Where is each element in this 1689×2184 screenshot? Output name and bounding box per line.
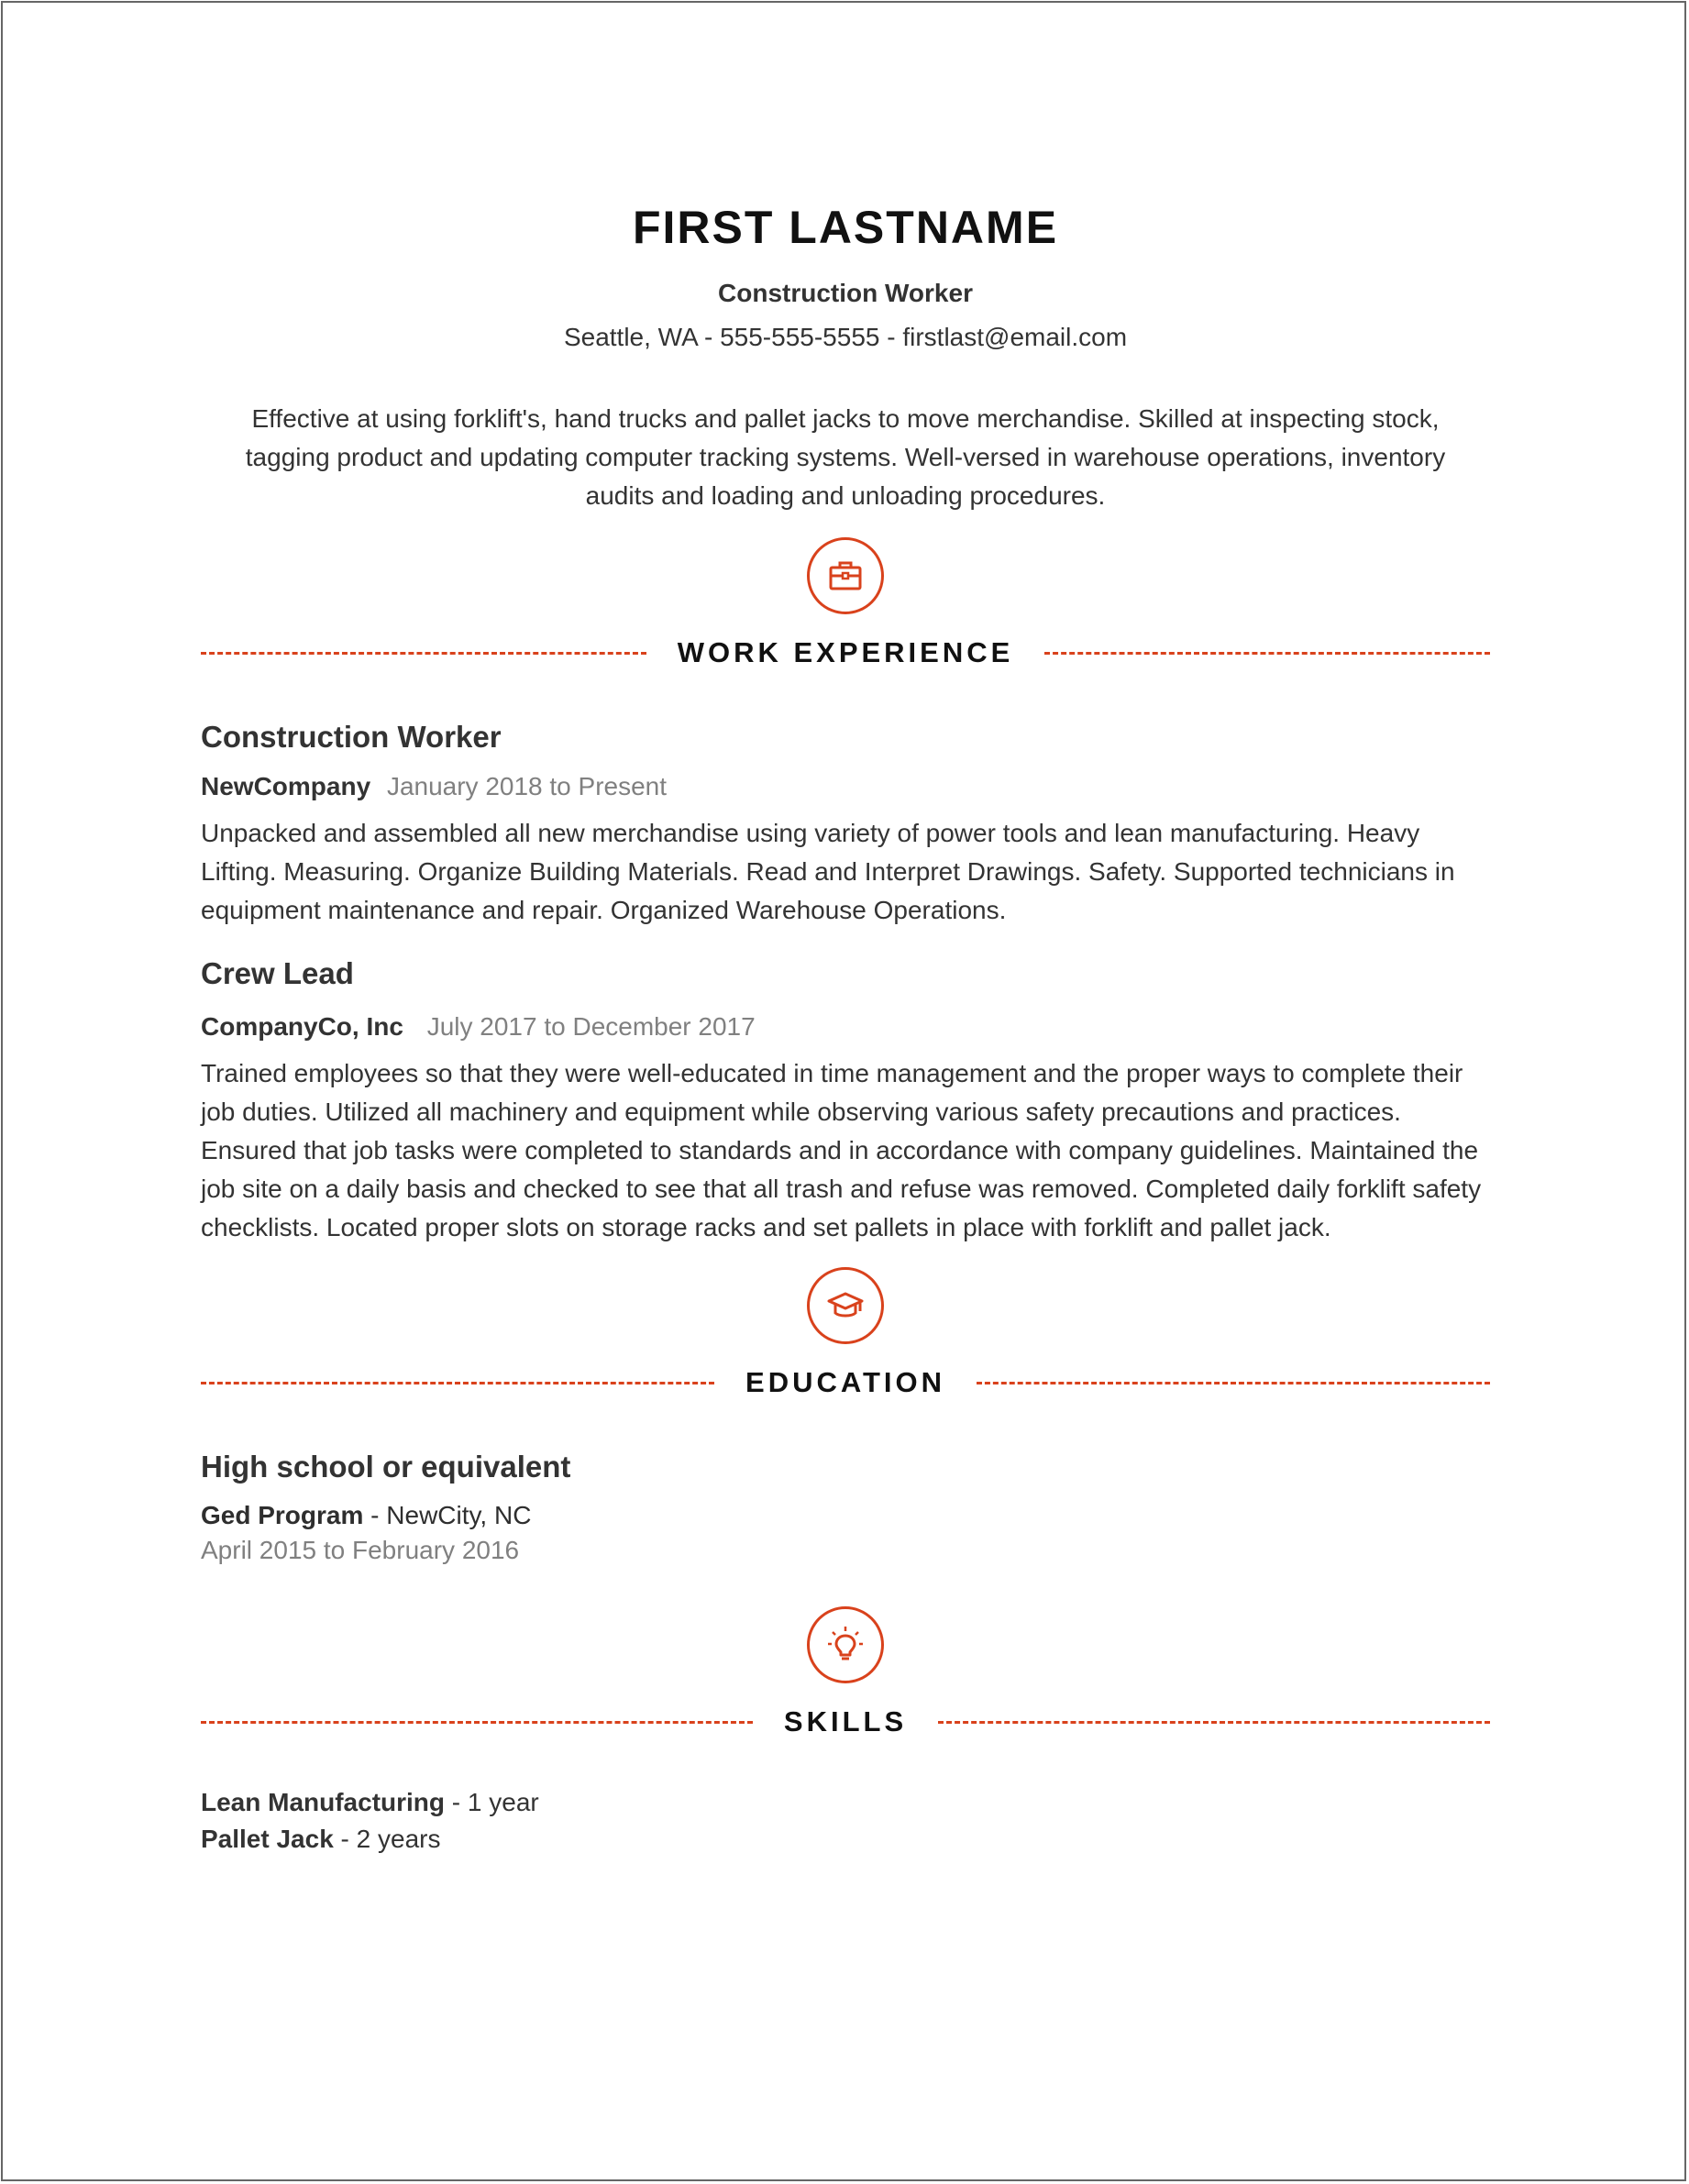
skill-duration: - 2 years [333, 1825, 441, 1853]
skills-list [201, 1784, 1490, 1858]
candidate-title: Construction Worker [718, 279, 973, 307]
education-location: - NewCity, NC [363, 1501, 532, 1529]
job-dates: January 2018 to Present [386, 772, 668, 800]
education-dates: April 2015 to February 2016 [201, 1536, 520, 1564]
job-description: Unpacked and assembled all new merchandise using variety of power tools and lean manufacturing. Heavy Lifting. Measuring. Organize Building Materials. Read and Interpret Drawings. Safety. Supported technicians in equipment maintenance and repair. Organized Warehouse Operations. [201, 819, 1455, 924]
job-employer: NewCompany [201, 772, 371, 800]
divider [201, 652, 646, 655]
job-meta [201, 768, 1490, 805]
education-school-line [201, 1498, 1490, 1533]
job-role: Crew Lead [201, 956, 354, 990]
skills-section [201, 1606, 1490, 1858]
job-entry [201, 717, 1490, 930]
job-role: Construction Worker [201, 720, 502, 754]
skill-name: Pallet Jack [201, 1825, 334, 1853]
divider [938, 1721, 1490, 1724]
work-experience-section [201, 537, 1490, 1247]
divider [1044, 652, 1490, 655]
section-title: SKILLS [783, 1705, 908, 1737]
education-entry [201, 1447, 1490, 1568]
education-heading [201, 1364, 1490, 1401]
skill-item [201, 1784, 1490, 1821]
skill-item [201, 1821, 1490, 1858]
resume-header [201, 0, 1490, 354]
education-section [201, 1267, 1490, 1568]
briefcase-icon [807, 537, 884, 614]
work-experience-heading [201, 634, 1490, 671]
section-title: EDUCATION [745, 1366, 945, 1398]
section-title: WORK EXPERIENCE [677, 636, 1014, 668]
education-school: Ged Program [201, 1501, 364, 1529]
skill-duration: - 1 year [445, 1788, 539, 1816]
divider [977, 1382, 1490, 1384]
lightbulb-icon [807, 1606, 884, 1683]
candidate-name: FIRST LASTNAME [632, 202, 1059, 253]
professional-summary: Effective at using forklift's, hand trucks and pallet jacks to move merchandise. Skilled at inspecting stock, tagging product and updating computer tracking systems. Well-versed in warehouse operations, inventory audits and loading and unloading procedures. [245, 404, 1446, 510]
resume [201, 0, 1490, 1858]
education-degree: High school or equivalent [201, 1450, 571, 1484]
divider [201, 1382, 714, 1384]
job-dates: July 2017 to December 2017 [426, 1012, 756, 1041]
skill-name: Lean Manufacturing [201, 1788, 446, 1816]
job-description: Trained employees so that they were well-educated in time management and the proper ways to complete their job duties. Utilized all machinery and equipment while observing various safety precautions and practices. Ensured that job tasks were completed to standards and in accordance with company guidelines. Maintained the job site on a daily basis and checked to see that all trash and refuse was removed. Completed daily forklift safety checklists. Located proper slots on storage racks and set pallets in place with forklift and pallet jack. [201, 1059, 1482, 1241]
job-entry [201, 954, 1490, 1247]
job-meta [201, 1009, 1490, 1045]
job-employer: CompanyCo, Inc [201, 1012, 403, 1041]
graduation-cap-icon [807, 1267, 884, 1344]
divider [201, 1721, 753, 1724]
skills-heading [201, 1704, 1490, 1740]
contact-info: Seattle, WA - 555-555-5555 - firstlast@email.com [563, 323, 1128, 351]
